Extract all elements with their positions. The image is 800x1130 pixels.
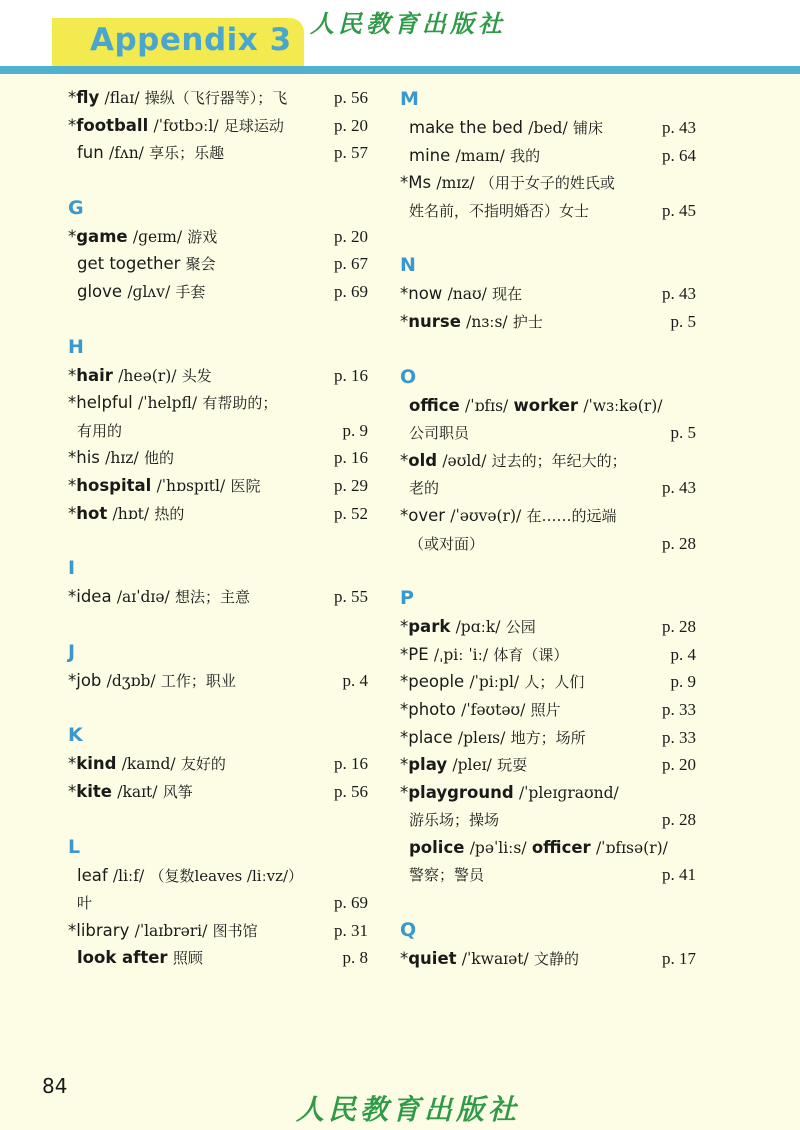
entry-page-ref: p. 69 xyxy=(334,281,368,301)
core-marker: * xyxy=(68,115,77,135)
glossary-entry-line xyxy=(68,112,368,140)
entry-word: worker xyxy=(513,395,579,415)
entry-definition: 现在 xyxy=(492,285,523,304)
entry-page-ref: p. 9 xyxy=(342,420,368,440)
entry-phonetic: /ˈfʊtbɔːl/ xyxy=(153,116,219,135)
core-marker: * xyxy=(400,672,409,692)
entry-page-ref: p. 20 xyxy=(662,755,696,775)
glossary-entry-line xyxy=(400,280,698,308)
entry-word: make the bed xyxy=(409,118,523,137)
entry-word: photo xyxy=(408,699,456,719)
glossary-entry-line xyxy=(68,583,368,611)
entry-word: look after xyxy=(77,948,168,968)
entry-definition: （用于女子的姓氏或 xyxy=(479,174,615,193)
glossary-entry-line xyxy=(400,447,698,475)
entry-word: play xyxy=(408,755,448,775)
entry-phonetic: /ˈkwaɪət/ xyxy=(461,950,529,969)
entry-word: quiet xyxy=(408,949,457,969)
entry-phonetic: /hɒt/ xyxy=(112,504,150,523)
entry-page-ref: p. 29 xyxy=(334,475,368,495)
entry-definition: 公园 xyxy=(505,618,536,637)
glossary-entry-line xyxy=(68,862,368,890)
entry-page-ref: p. 28 xyxy=(662,533,696,553)
entry-phonetic: /naʊ/ xyxy=(447,285,487,304)
entry-page-ref: p. 20 xyxy=(334,226,368,246)
entry-word: kite xyxy=(76,781,112,801)
entry-phonetic: /kaɪnd/ xyxy=(121,755,176,774)
entry-definition: 手套 xyxy=(175,282,206,301)
entry-word: job xyxy=(76,670,102,690)
entry-word: place xyxy=(408,727,453,747)
core-marker: * xyxy=(68,475,77,495)
entry-definition: 人；人们 xyxy=(524,673,585,692)
entry-phonetic: /maɪn/ xyxy=(455,146,505,165)
entry-word: Ms xyxy=(408,173,432,193)
entry-definition: 医院 xyxy=(230,476,261,495)
entry-phonetic: /bed/ xyxy=(528,119,568,137)
entry-word: get together xyxy=(77,254,181,274)
entry-definition: 老的 xyxy=(409,479,440,498)
entry-page-ref: p. 20 xyxy=(334,115,368,135)
entry-page-ref: p. 67 xyxy=(334,254,368,274)
entry-definition: 文静的 xyxy=(534,950,580,969)
glossary-entry-line xyxy=(400,834,698,862)
entry-page-ref: p. 8 xyxy=(342,948,368,968)
entry-phonetic: /əʊld/ xyxy=(442,451,487,470)
entry-phonetic: /pleɪ/ xyxy=(452,756,492,775)
glossary-entry-line xyxy=(400,806,698,834)
core-marker: * xyxy=(400,284,409,304)
entry-word: his xyxy=(76,448,100,468)
entry-phonetic: /hɪz/ xyxy=(105,449,139,468)
section-gap xyxy=(68,167,368,193)
glossary-entry-line xyxy=(400,724,698,752)
entry-definition: （复数leaves /liːvz/） xyxy=(149,866,304,885)
entry-phonetic: /aɪˈdɪə/ xyxy=(116,588,170,607)
entry-definition: 足球运动 xyxy=(223,116,284,135)
glossary-entry-line xyxy=(400,613,698,641)
entry-phonetic: /ˌpiː ˈiː/ xyxy=(433,645,489,664)
entry-definition: 有用的 xyxy=(77,421,123,440)
entry-word: police xyxy=(409,837,465,857)
entry-phonetic: /heə(r)/ xyxy=(118,366,177,385)
glossary-entry-line xyxy=(68,278,368,306)
entry-word: fun xyxy=(77,143,104,163)
entry-page-ref: p. 31 xyxy=(334,920,368,940)
glossary-entry-line xyxy=(400,751,698,779)
entry-page-ref: p. 5 xyxy=(670,423,696,443)
header-divider xyxy=(0,66,800,74)
entry-phonetic: /pəˈliːs/ xyxy=(469,838,527,857)
entry-word: kind xyxy=(76,754,117,774)
entry-word: helpful xyxy=(76,393,133,413)
glossary-entry-line xyxy=(68,389,368,417)
section-letter: J xyxy=(68,640,76,663)
publisher-logo-bottom: 人民教育出版社 xyxy=(296,1093,521,1126)
entry-word: office xyxy=(409,395,460,415)
entry-word: idea xyxy=(76,587,112,607)
core-marker: * xyxy=(400,782,409,802)
core-marker: * xyxy=(68,393,77,413)
glossary-entry-line xyxy=(400,861,698,889)
glossary-entry-line xyxy=(400,169,698,197)
core-marker: * xyxy=(400,311,409,331)
glossary-entry-line xyxy=(68,889,368,917)
entry-word: football xyxy=(76,115,149,135)
entry-page-ref: p. 33 xyxy=(662,699,696,719)
entry-page-ref: p. 57 xyxy=(334,143,368,163)
entry-definition: 铺床 xyxy=(572,119,603,137)
entry-definition: 游乐场；操场 xyxy=(409,811,500,830)
glossary-entry-line xyxy=(68,444,368,472)
core-marker: * xyxy=(400,755,409,775)
entry-definition: 有帮助的； xyxy=(202,394,278,413)
entry-phonetic: /pɑːk/ xyxy=(455,618,501,637)
entry-page-ref: p. 16 xyxy=(334,754,368,774)
glossary-entry-line xyxy=(400,668,698,696)
entry-phonetic: /pleɪs/ xyxy=(457,728,506,747)
entry-definition: 在……的远端 xyxy=(526,506,617,525)
entry-word: mine xyxy=(409,145,451,165)
entry-phonetic: /kaɪt/ xyxy=(117,782,158,801)
publisher-logo-top: 人民教育出版社 xyxy=(310,9,506,38)
entry-phonetic: /fʌn/ xyxy=(108,144,144,163)
entry-word: over xyxy=(408,505,446,525)
entry-word: park xyxy=(408,617,451,637)
glossary-entry-line xyxy=(68,917,368,945)
entry-definition: 照顾 xyxy=(172,949,203,968)
entry-phonetic: /ɡlʌv/ xyxy=(127,282,171,301)
entry-page-ref: p. 43 xyxy=(662,284,696,304)
glossary-entry-line xyxy=(400,696,698,724)
entry-definition: 聚会 xyxy=(185,255,216,274)
glossary-entry-line xyxy=(400,114,698,142)
section-gap xyxy=(68,611,368,637)
entry-page-ref: p. 28 xyxy=(662,617,696,637)
entry-phonetic: /ˈhɒspɪtl/ xyxy=(156,476,226,495)
entry-phonetic: /liːf/ xyxy=(112,866,145,885)
entry-phonetic: /ˈpiːpl/ xyxy=(469,673,520,692)
glossary-entry-line xyxy=(400,392,698,420)
glossary-entry-line xyxy=(68,750,368,778)
glossary-entry-line xyxy=(68,250,368,278)
core-marker: * xyxy=(68,503,77,523)
entry-page-ref: p. 45 xyxy=(662,200,696,220)
entry-definition: 他的 xyxy=(143,449,174,468)
entry-word: playground xyxy=(408,782,514,802)
entry-word: hair xyxy=(76,365,113,385)
section-letter: K xyxy=(68,724,83,747)
entry-phonetic: /ˈfəʊtəʊ/ xyxy=(461,700,526,719)
glossary-entry-line xyxy=(68,139,368,167)
core-marker: * xyxy=(400,949,409,969)
glossary-entry-line xyxy=(400,197,698,225)
entry-phonetic: /ɡeɪm/ xyxy=(132,227,183,246)
entry-page-ref: p. 43 xyxy=(662,478,696,498)
entry-definition: 我的 xyxy=(510,146,541,165)
glossary-column-right xyxy=(400,84,698,973)
entry-definition: 游戏 xyxy=(187,227,218,246)
section-letter: Q xyxy=(400,919,417,942)
entry-page-ref: p. 41 xyxy=(662,865,696,885)
core-marker: * xyxy=(68,88,77,107)
glossary-entry-line xyxy=(400,779,698,807)
entry-definition: 警察；警员 xyxy=(409,866,485,885)
entry-definition: 操纵（飞行器等）；飞 xyxy=(144,89,288,107)
glossary-entry-line xyxy=(400,419,698,447)
entry-word: old xyxy=(408,450,438,470)
glossary-entry-line xyxy=(400,308,698,336)
glossary-column-left xyxy=(68,84,368,972)
entry-phonetic: /ˈəʊvə(r)/ xyxy=(450,506,522,525)
entry-definition: 享乐；乐趣 xyxy=(149,144,225,163)
entry-word: leaf xyxy=(77,865,108,885)
entry-page-ref: p. 64 xyxy=(662,145,696,165)
entry-definition: 玩耍 xyxy=(497,756,528,775)
entry-word: PE xyxy=(408,644,429,664)
section-gap xyxy=(400,224,698,250)
section-gap xyxy=(68,806,368,832)
section-letter: O xyxy=(400,365,417,388)
section-letter: M xyxy=(400,88,419,110)
glossary-entry-line xyxy=(68,778,368,806)
entry-definition: 风筝 xyxy=(162,782,193,801)
entry-definition: 护士 xyxy=(512,312,543,331)
section-gap xyxy=(400,889,698,915)
section-letter: G xyxy=(68,196,84,219)
section-gap xyxy=(68,527,368,553)
glossary-entry-line xyxy=(400,474,698,502)
entry-page-ref: p. 5 xyxy=(670,311,696,331)
entry-page-ref: p. 4 xyxy=(342,670,368,690)
entry-word: officer xyxy=(531,837,591,857)
entry-page-ref: p. 56 xyxy=(334,781,368,801)
entry-definition: 热的 xyxy=(154,504,185,523)
entry-definition: 想法；主意 xyxy=(175,588,251,607)
core-marker: * xyxy=(400,644,409,664)
entry-word: glove xyxy=(77,281,123,301)
entry-phonetic: /ˈɒfɪsə(r)/ xyxy=(595,838,668,857)
page-number: 84 xyxy=(42,1074,68,1098)
core-marker: * xyxy=(400,727,409,747)
entry-definition: 图书馆 xyxy=(212,921,258,940)
entry-definition: 姓名前，不指明婚否）女士 xyxy=(409,201,590,220)
entry-word: fly xyxy=(76,88,100,107)
entry-phonetic: /dʒɒb/ xyxy=(106,671,156,690)
entry-page-ref: p. 55 xyxy=(334,587,368,607)
entry-page-ref: p. 69 xyxy=(334,893,368,913)
entry-page-ref: p. 43 xyxy=(662,118,696,137)
core-marker: * xyxy=(400,505,409,525)
core-marker: * xyxy=(68,226,77,246)
core-marker: * xyxy=(68,781,77,801)
entry-definition: 友好的 xyxy=(180,755,226,774)
glossary-entry-line xyxy=(68,472,368,500)
entry-word: people xyxy=(408,672,465,692)
entry-definition: 公司职员 xyxy=(409,424,470,443)
entry-phonetic: /ˈɒfɪs/ xyxy=(464,396,509,415)
entry-page-ref: p. 56 xyxy=(334,88,368,107)
core-marker: * xyxy=(400,617,409,637)
entry-phonetic: /ˈpleɪɡraʊnd/ xyxy=(518,783,619,802)
entry-definition: 体育（课） xyxy=(493,645,569,664)
entry-definition: 地方；场所 xyxy=(510,728,586,747)
core-marker: * xyxy=(68,448,77,468)
entry-definition: 工作；职业 xyxy=(160,671,236,690)
section-gap xyxy=(400,557,698,583)
section-gap xyxy=(68,306,368,332)
glossary-entry-line xyxy=(68,944,368,972)
entry-phonetic: /ˈlaɪbrəri/ xyxy=(134,921,208,940)
entry-word: hospital xyxy=(76,475,152,495)
entry-word: now xyxy=(408,284,443,304)
entry-page-ref: p. 28 xyxy=(662,810,696,830)
entry-phonetic: /mɪz/ xyxy=(436,174,475,193)
entry-definition: 照片 xyxy=(530,700,561,719)
section-gap xyxy=(68,694,368,720)
section-letter: P xyxy=(400,587,414,610)
entry-definition: 叶 xyxy=(77,894,93,913)
entry-definition: （或对面） xyxy=(409,534,485,553)
glossary-entry-line xyxy=(68,417,368,445)
entry-page-ref: p. 16 xyxy=(334,365,368,385)
section-letter: H xyxy=(68,335,84,358)
glossary-entry-line xyxy=(68,84,368,112)
core-marker: * xyxy=(400,699,409,719)
core-marker: * xyxy=(68,920,77,940)
entry-page-ref: p. 9 xyxy=(670,672,696,692)
entry-definition: 过去的；年纪大的； xyxy=(491,451,627,470)
section-letter: L xyxy=(68,835,81,858)
glossary-entry-line xyxy=(400,641,698,669)
glossary-entry-line xyxy=(68,500,368,528)
entry-page-ref: p. 52 xyxy=(334,503,368,523)
core-marker: * xyxy=(68,754,77,774)
entry-phonetic: /ˈwɜːkə(r)/ xyxy=(583,396,663,415)
glossary-entry-line xyxy=(68,223,368,251)
glossary-entry-line xyxy=(400,530,698,558)
section-gap xyxy=(400,336,698,362)
core-marker: * xyxy=(68,365,77,385)
glossary-entry-line xyxy=(68,667,368,695)
entry-page-ref: p. 16 xyxy=(334,448,368,468)
core-marker: * xyxy=(400,173,409,193)
section-letter: N xyxy=(400,254,416,277)
entry-word: library xyxy=(76,920,130,940)
glossary-entry-line xyxy=(400,502,698,530)
entry-definition: 头发 xyxy=(181,366,212,385)
glossary-entry-line xyxy=(400,142,698,170)
entry-word: nurse xyxy=(408,311,461,331)
entry-word: hot xyxy=(76,503,108,523)
entry-phonetic: /flaɪ/ xyxy=(104,89,140,107)
glossary-entry-line xyxy=(68,362,368,390)
core-marker: * xyxy=(400,450,409,470)
entry-phonetic: /ˈhelpfl/ xyxy=(138,394,198,413)
entry-phonetic: /nɜːs/ xyxy=(466,312,508,331)
entry-page-ref: p. 17 xyxy=(662,949,696,969)
entry-page-ref: p. 33 xyxy=(662,727,696,747)
core-marker: * xyxy=(68,670,77,690)
page-title: Appendix 3 xyxy=(90,22,292,58)
core-marker: * xyxy=(68,587,77,607)
entry-page-ref: p. 4 xyxy=(670,644,696,664)
entry-word: game xyxy=(76,226,128,246)
glossary-entry-line xyxy=(400,945,698,973)
section-letter: I xyxy=(68,557,76,580)
